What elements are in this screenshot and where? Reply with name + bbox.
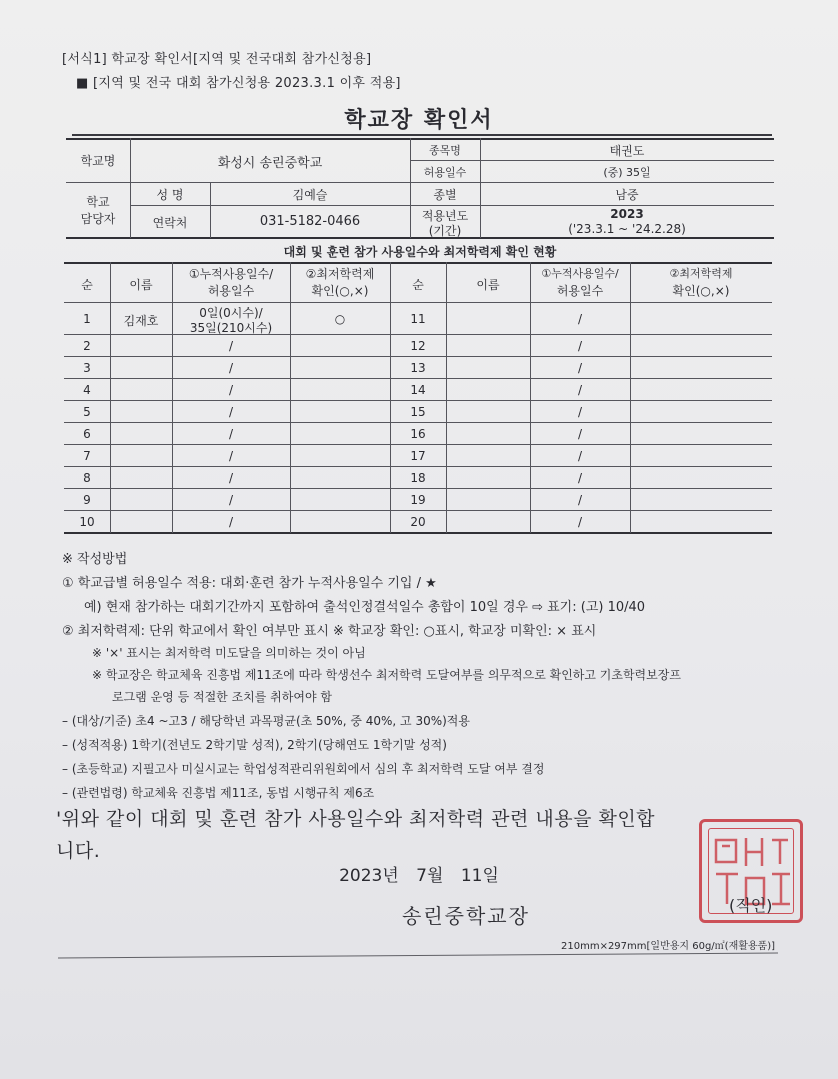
table-row-no: 10 bbox=[79, 515, 95, 529]
event-value: 태권도 bbox=[609, 144, 645, 158]
event-label: 종목명 bbox=[429, 144, 461, 157]
used-days: / bbox=[577, 493, 583, 507]
student-name: 김재호 bbox=[123, 314, 159, 328]
table-row-no: 17 bbox=[410, 449, 426, 463]
year-label-1: 적용년도 bbox=[421, 209, 469, 223]
used-days: / bbox=[577, 339, 583, 353]
col-days-2: 허용일수 bbox=[207, 284, 255, 298]
category-label: 종별 bbox=[433, 188, 457, 202]
col-min-right-1: ②최저학력제 bbox=[669, 267, 733, 280]
used-days: / bbox=[228, 515, 234, 529]
instruction-2: ② 최저학력제: 단위 학교에서 확인 여부만 표시 ※ 학교장 확인: ○표시, 학교장 미확인: × 표시 bbox=[62, 624, 597, 639]
year-value: 2023 bbox=[610, 207, 644, 221]
allowed-days-label: 허용일수 bbox=[423, 166, 467, 179]
contact-label: 연락처 bbox=[152, 216, 188, 230]
applied-note: ■ [지역 및 전국 대회 참가신청용 2023.3.1 이후 적용] bbox=[76, 76, 401, 91]
col-name: 이름 bbox=[129, 278, 153, 292]
col-min-1: ②최저학력제 bbox=[305, 267, 375, 281]
table-row-no: 7 bbox=[83, 449, 91, 463]
used-days: / bbox=[228, 405, 234, 419]
document-title: 학교장 확인서 bbox=[344, 108, 494, 133]
table-row-no: 6 bbox=[83, 427, 91, 441]
col-no-right: 순 bbox=[412, 278, 424, 292]
used-days: / bbox=[577, 427, 583, 441]
used-days: / bbox=[577, 383, 583, 397]
dash-item-1: – (대상/기준) 초4 ~고3 / 해당학년 과목평균(초 50%, 중 40%, 고 30%)적용 bbox=[62, 714, 470, 728]
used-days: / bbox=[228, 449, 234, 463]
confirmation-line-1: '위와 같이 대회 및 훈련 참가 사용일수와 최저학력 관련 내용을 확인합 bbox=[56, 808, 656, 830]
min-check: ○ bbox=[334, 312, 346, 326]
table-row-no: 13 bbox=[410, 361, 426, 375]
used-days: / bbox=[228, 361, 234, 375]
note-principal-2: 로그램 운영 등 적절한 조치를 취하여야 함 bbox=[112, 690, 332, 704]
used-days-2: 35일(210시수) bbox=[189, 321, 273, 335]
table-row-no: 14 bbox=[410, 383, 426, 397]
note-x-mark: ※ '×' 표시는 최저학력 미도달을 의미하는 것이 아님 bbox=[92, 646, 366, 660]
table-row-no: 18 bbox=[410, 471, 426, 485]
table-row-no: 19 bbox=[410, 493, 426, 507]
table-row-no: 15 bbox=[410, 405, 426, 419]
col-min-2: 확인(○,×) bbox=[311, 284, 369, 298]
table-row-no: 5 bbox=[83, 405, 91, 419]
col-no: 순 bbox=[81, 278, 93, 292]
instruction-1: ① 학교급별 허용일수 적용: 대회·훈련 참가 누적사용일수 기입 / ★ bbox=[62, 576, 437, 591]
confirmation-line-2: 니다. bbox=[56, 840, 101, 862]
note-principal-1: ※ 학교장은 학교체육 진흥법 제11조에 따라 학생선수 최저학력 도달여부를 의무적으로 확인하고 기초학력보장프 bbox=[92, 668, 681, 682]
used-days: / bbox=[577, 515, 583, 529]
form-reference: [서식1] 학교장 확인서[지역 및 전국대회 참가신청용] bbox=[62, 52, 372, 67]
table-row-no: 12 bbox=[410, 339, 426, 353]
used-days: / bbox=[228, 339, 234, 353]
used-days: / bbox=[577, 312, 583, 326]
table-row-no: 1 bbox=[83, 312, 91, 326]
dash-item-4: – (관련법령) 학교체육 진흥법 제11조, 동법 시행규칙 제6조 bbox=[62, 786, 375, 800]
seal-mark: (직인) bbox=[729, 896, 773, 915]
table-row-no: 20 bbox=[410, 515, 426, 529]
dash-item-2: – (성적적용) 1학기(전년도 2학기말 성적), 2학기(당해연도 1학기말 성적) bbox=[62, 738, 447, 752]
used-days: / bbox=[228, 383, 234, 397]
used-days-1: 0일(0시수)/ bbox=[199, 306, 263, 320]
issue-date: 2023년 7월 11일 bbox=[339, 866, 499, 886]
col-days-1: ①누적사용일수/ bbox=[188, 267, 274, 281]
year-period: ('23.3.1 ~ '24.2.28) bbox=[568, 222, 686, 236]
used-days: / bbox=[228, 471, 234, 485]
title-rule bbox=[72, 134, 772, 136]
category-value: 남중 bbox=[615, 188, 639, 202]
used-days: / bbox=[228, 427, 234, 441]
used-days: / bbox=[577, 449, 583, 463]
school-value: 화성시 송린중학교 bbox=[217, 156, 323, 171]
table-row-no: 11 bbox=[410, 312, 426, 326]
name-label: 성 명 bbox=[156, 188, 184, 202]
col-name-right: 이름 bbox=[476, 278, 500, 292]
table-row-no: 2 bbox=[83, 339, 91, 353]
col-days-right-1: ①누적사용일수/ bbox=[541, 267, 619, 280]
table-row-no: 4 bbox=[83, 383, 91, 397]
table-row-no: 9 bbox=[83, 493, 91, 507]
year-label-2: (기간) bbox=[428, 224, 462, 238]
table-row-no: 16 bbox=[410, 427, 426, 441]
teacher-label-1: 학교 bbox=[86, 195, 110, 209]
instructions-heading: ※ 작성방법 bbox=[62, 552, 128, 567]
used-days: / bbox=[577, 361, 583, 375]
allowed-days-value: (중) 35일 bbox=[603, 166, 651, 179]
used-days: / bbox=[228, 493, 234, 507]
dash-item-3: – (초등학교) 지필고사 미실시교는 학업성적관리위원회에서 심의 후 최저학력 도달 여부 결정 bbox=[62, 762, 545, 776]
used-days: / bbox=[577, 405, 583, 419]
col-days-right-2: 허용일수 bbox=[556, 284, 604, 298]
table-row-no: 3 bbox=[83, 361, 91, 375]
col-min-right-2: 확인(○,×) bbox=[672, 284, 730, 298]
instruction-1-example: 예) 현재 참가하는 대회기간까지 포함하여 출석인정결석일수 총합이 10일 경우 ⇨ 표기: (고) 10/40 bbox=[84, 600, 646, 615]
bottom-rule bbox=[58, 952, 778, 958]
contact-value: 031-5182-0466 bbox=[259, 214, 361, 229]
teacher-label-2: 담당자 bbox=[80, 212, 116, 226]
used-days: / bbox=[577, 471, 583, 485]
school-label: 학교명 bbox=[80, 154, 116, 168]
name-value: 김예슬 bbox=[292, 188, 328, 202]
principal-title: 송린중학교장 bbox=[402, 904, 530, 928]
table-row-no: 8 bbox=[83, 471, 91, 485]
section-title: 대회 및 훈련 참가 사용일수와 최저학력제 확인 현황 bbox=[283, 245, 557, 259]
paper-spec: 210mm×297mm[일반용지 60g/㎡(재활용품)] bbox=[561, 941, 776, 952]
